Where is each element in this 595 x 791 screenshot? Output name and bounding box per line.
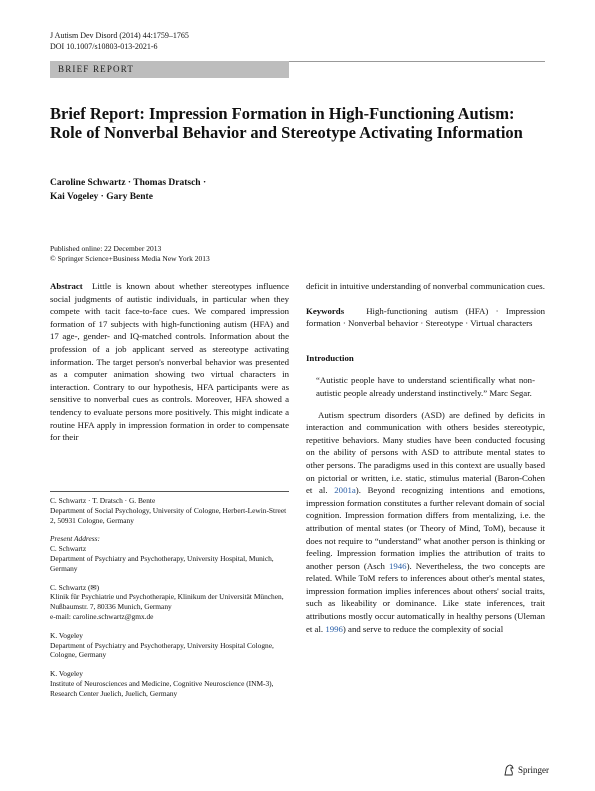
- abstract-left: [50, 280, 289, 444]
- intro-paragraph: [306, 409, 545, 636]
- author-list: [50, 176, 206, 204]
- affil-1-body: Department of Social Psychology, University of Cologne, Herbert-Lewin-Street 2, 50931 Cologne, Germany: [50, 505, 287, 525]
- affil-5-body: Institute of Neurosciences and Medicine, Cognitive Neuroscience (INM-3), Research Center Juelich, Juelich, Germany: [50, 678, 274, 698]
- keywords-label: Keywords: [306, 305, 345, 316]
- abstract-continued: deficit in intuitive understanding of nonverbal communication cues.: [306, 281, 545, 291]
- author-email[interactable]: e-mail: caroline.schwartz@gmx.de: [50, 611, 154, 621]
- copyright: © Springer Science+Business Media New York 2013: [50, 254, 210, 263]
- affil-4-author: K. Vogeley: [50, 630, 83, 640]
- introduction-heading: Introduction: [306, 352, 354, 363]
- present-address-label: Present Address:: [50, 534, 101, 544]
- intro-text-3: ). Nevertheless, the two concepts are related. While ToM refers to inferences about other's mental states, impression formation implies inferences about others' social traits, such as likeability or dominance. Like state inferences, trait attributions mostly occur automatically in healthy persons (Uleman et al.: [306, 560, 545, 634]
- intro-text-1: Autism spectrum disorders (ASD) are defined by deficits in interaction and communication with others besides stereotypic, repetitive behaviors. Many studies have been conducted focusing on the ability of persons with ASD to attribute mental states to other persons. The paradigms used in this context are usually based on pictorial or written, i.e. static, stimulus material (Baron-Cohen et al.: [306, 409, 545, 496]
- affil-3-body: Klinik für Psychiatrie und Psychotherapie, Klinikum der Universität München, Nußbaumstr. 7, 80336 Munich, Germany: [50, 592, 284, 612]
- epigraph-quote: “Autistic people have to understand scientifically what non-autistic people already understand instinctively.” Marc Segar.: [316, 375, 535, 398]
- abstract-label: Abstract: [50, 281, 83, 291]
- citation-link[interactable]: 1996: [325, 623, 343, 634]
- article-type-band: [50, 61, 289, 78]
- intro-text-2: ). Beyond recognizing intentions and emotions, impression formation constitutes a further relevant domain of social cognition. Impression formation differs from mentalizing, i.e. the attribution of mental states (or Theory of Mind, ToM), because it does not require to “understand” what another person is thinking or feeling. Impression formation implies the attribution of traits to another person (Asch: [306, 485, 545, 571]
- intro-text-4: ) and serve to reduce the complexity of social: [342, 623, 504, 634]
- running-header: [50, 30, 189, 52]
- citation-link[interactable]: 1946: [388, 560, 407, 571]
- header-rule: [289, 61, 545, 62]
- authors-line-2: Kai Vogeley · Gary Bente: [50, 192, 153, 202]
- affil-2-author: C. Schwartz: [50, 544, 87, 554]
- citation-link[interactable]: 2001a: [334, 485, 356, 496]
- right-column: [306, 280, 545, 635]
- affil-4-body: Department of Psychiatry and Psychotherapy, University Hospital Cologne, Cologne, Germany: [50, 640, 274, 660]
- keywords-text: High-functioning autism (HFA) · Impression formation · Nonverbal behavior · Stereotype · Virtual characters: [306, 305, 545, 329]
- springer-horse-icon: [503, 764, 515, 776]
- authors-line-1: Caroline Schwartz · Thomas Dratsch ·: [50, 178, 207, 188]
- doi: DOI 10.1007/s10803-013-2021-6: [50, 42, 158, 51]
- footnote-divider: [50, 491, 289, 492]
- published-date: Published online: 22 December 2013: [50, 244, 162, 253]
- journal-citation: J Autism Dev Disord (2014) 44:1759–1765: [50, 31, 189, 40]
- publisher-mark: [503, 764, 549, 776]
- article-type-label: BRIEF REPORT: [58, 64, 135, 74]
- affil-1-authors: C. Schwartz · T. Dratsch · G. Bente: [50, 496, 156, 505]
- affiliations: [50, 496, 289, 708]
- affil-5-author: K. Vogeley: [50, 669, 83, 679]
- affil-3-author: C. Schwartz (✉): [50, 582, 100, 592]
- publisher-name: Springer: [518, 765, 549, 775]
- publication-info: [50, 244, 210, 264]
- article-title: Brief Report: Impression Formation in High-Functioning Autism: Role of Nonverbal Behavior and Stereotype Activating Information: [50, 104, 523, 142]
- affil-2-body: Department of Psychiatry and Psychotherapy, University Hospital, Munich, Germany: [50, 553, 274, 573]
- abstract-text: Little is known about whether stereotypes influence social judgments of autistic individuals, in particular when they compete with tacit face-to-face cues. We compared impression formation of 17 subjects with high-functioning autism (HFA) and 17 age-, gender- and IQ-matched controls. Information about the profession of a job applicant served as stereotype activating information. The target person's nonverbal behavior was presented as a computer animation showing two virtual characters in interaction. Contrary to our hypothesis, HFA participants were as sensitive to nonverbal cues as controls. Moreover, HFA showed a tendency to evaluate persons more positively. This might indicate a routine HFA apply in impression formation in order to compensate for their: [50, 281, 289, 443]
